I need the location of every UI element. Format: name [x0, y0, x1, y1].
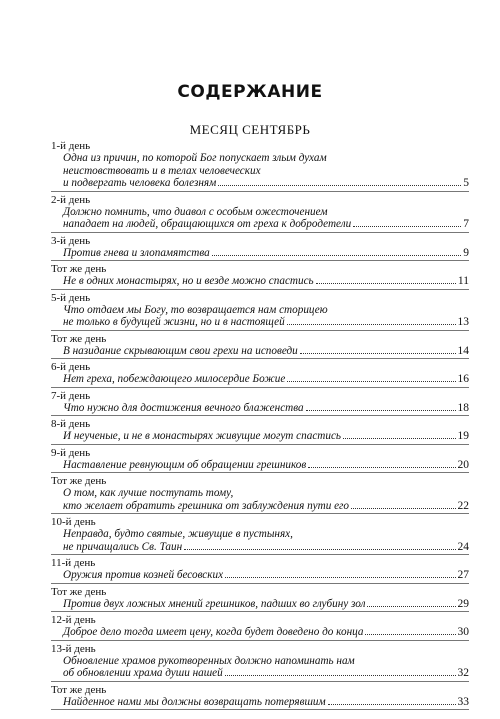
toc-entry-text-line: кто желает обратить грешника от заблуждения пути его: [63, 499, 350, 512]
toc-entry-text: неистовствовать и в телах человеческих: [63, 164, 261, 177]
toc-entry-text-line: И неученые, и не в монастырях живущие могут спастись: [63, 430, 342, 442]
toc-entry[interactable]: [51, 292, 469, 331]
dot-leader: [306, 410, 456, 411]
toc-entry[interactable]: [51, 447, 469, 474]
toc-day-label: Тот же день: [51, 475, 107, 487]
page-number: 5: [463, 177, 469, 189]
toc-day-label: Тот же день: [51, 263, 107, 275]
toc-day-label: 6-й день: [51, 361, 91, 373]
toc-day-label: 3-й день: [51, 234, 91, 247]
toc-entry-text-line: Против гнева и злопамятства: [63, 246, 210, 259]
toc-day-label: 7-й день: [51, 389, 91, 402]
toc-entry-text: [51, 598, 469, 611]
month-heading: МЕСЯЦ СЕНТЯБРЬ: [189, 122, 311, 137]
toc-entry-text: [51, 177, 469, 190]
toc-entry[interactable]: [51, 684, 469, 711]
dot-leader: [225, 675, 456, 676]
toc-day-label: Тот же день: [51, 683, 107, 696]
page-number: 14: [457, 344, 469, 357]
toc-entry-text-line: нападает на людей, обращающихся от греха к добродетели: [63, 218, 352, 230]
toc-entry[interactable]: [51, 263, 469, 290]
toc-entry-text: Неправда, будто святые, живущие в пустынях,: [63, 528, 293, 540]
toc-entry-text-line: Против двух ложных мнений грешников, падших во глубину зол: [63, 597, 366, 610]
dot-leader: [218, 185, 461, 186]
page-number: 33: [457, 695, 469, 708]
page-number: 24: [457, 540, 469, 553]
toc-entry-text: Одна из причин, по которой Бог попускает злым духам: [63, 152, 327, 164]
toc-entry-text: Обновление храмов рукотворенных должно напоминать нам: [63, 654, 355, 667]
dot-leader: [328, 704, 456, 705]
page-number: 18: [457, 401, 469, 414]
toc-entry[interactable]: [51, 475, 469, 514]
toc-entry-text-line: об обновлении храма души нашей: [63, 667, 223, 679]
toc-day-label: 9-й день: [51, 446, 91, 459]
dot-leader: [351, 508, 455, 509]
toc-entry-text-line: не причащались Св. Таин: [63, 540, 183, 553]
toc-day-label: 10-й день: [51, 516, 96, 528]
toc-entry[interactable]: [51, 333, 469, 360]
toc-entry-text: [51, 373, 469, 386]
toc-entry-text: Должно помнить, что диавол с особым ожесточением: [63, 205, 328, 218]
toc-entry-text: [51, 430, 469, 443]
toc-day-label: 5-й день: [51, 291, 91, 304]
dot-leader: [308, 467, 455, 468]
toc-entry[interactable]: [51, 586, 469, 613]
toc-entry-text: [51, 316, 469, 329]
toc-entry[interactable]: [51, 614, 469, 641]
toc-entry[interactable]: [51, 418, 469, 445]
toc-entry-text: [51, 402, 469, 415]
toc-day-label: 13-й день: [51, 642, 96, 655]
toc-day-label: Тот же день: [51, 585, 107, 598]
toc-entry[interactable]: [51, 643, 469, 682]
page-number: 11: [457, 275, 469, 287]
toc-entry-text: [51, 696, 469, 709]
toc-day-label: 12-й день: [51, 614, 96, 626]
dot-leader: [287, 324, 456, 325]
page-number: 30: [457, 626, 469, 638]
page-number: 19: [457, 430, 469, 442]
toc-entry-text: [51, 626, 469, 639]
toc-entry-text: [51, 218, 469, 231]
toc-entry-text-line: Найденное нами мы должны возвращать потерявшим: [63, 695, 326, 708]
toc-entry-text-line: и подвергать человека болезням: [63, 177, 217, 189]
toc-entry-text-line: Наставление ревнующим об обращении грешников: [63, 458, 307, 471]
toc-entry-text: [51, 247, 469, 260]
toc-entry[interactable]: [51, 390, 469, 417]
toc-entry-text-line: В назидание скрывающим свои грехи на исповеди: [63, 344, 298, 357]
toc-entry-text-line: не только в будущей жизни, но и в настоящей: [63, 316, 285, 328]
page-number: 22: [457, 499, 469, 512]
dot-leader: [316, 283, 456, 284]
dot-leader: [353, 226, 461, 227]
toc-entry[interactable]: [51, 516, 469, 555]
dot-leader: [212, 255, 461, 256]
table-of-contents: [51, 140, 469, 712]
toc-entry-text: [51, 569, 469, 582]
toc-entry[interactable]: [51, 361, 469, 388]
toc-entry-text: [51, 345, 469, 358]
toc-entry-text-line: Оружия против козней бесовских: [63, 569, 224, 581]
toc-entry-text-line: Доброе дело тогда имеет цену, когда будет доведено до конца: [63, 626, 364, 638]
toc-entry[interactable]: [51, 235, 469, 262]
dot-leader: [343, 438, 455, 439]
toc-entry-text-line: Нет греха, побеждающего милосердие Божие: [63, 373, 286, 385]
toc-entry-text: [51, 541, 469, 554]
toc-entry-text-line: Не в одних монастырях, но и везде можно спастись: [63, 275, 314, 287]
dot-leader: [287, 381, 455, 382]
toc-entry-text: [51, 667, 469, 680]
toc-entry[interactable]: [51, 140, 469, 192]
toc-day-label: 2-й день: [51, 193, 91, 206]
dot-leader: [365, 634, 455, 635]
toc-entry-text: [51, 275, 469, 288]
toc-entry-text-line: Что нужно для достижения вечного блаженства: [63, 401, 304, 414]
page-number: 29: [457, 597, 469, 610]
toc-entry-text: О том, как лучше поступать тому,: [63, 487, 234, 499]
toc-day-label: 8-й день: [51, 418, 91, 430]
page-number: 7: [463, 218, 469, 230]
page-number: 27: [457, 569, 469, 581]
toc-entry-text: [51, 459, 469, 472]
toc-day-label: 1-й день: [51, 140, 91, 152]
toc-entry[interactable]: [51, 557, 469, 584]
toc-day-label: 11-й день: [51, 557, 96, 569]
dot-leader: [225, 577, 455, 578]
page-number: 20: [457, 458, 469, 471]
toc-day-label: Тот же день: [51, 332, 107, 345]
page-title: СОДЕРЖАНИЕ: [177, 82, 323, 102]
dot-leader: [300, 353, 456, 354]
toc-entry[interactable]: [51, 194, 469, 233]
page-number: 16: [457, 373, 469, 385]
toc-entry-text: [51, 500, 469, 513]
toc-entry-text: Что отдаем мы Богу, то возвращается нам сторицею: [63, 303, 328, 316]
dot-leader: [184, 549, 455, 550]
page-number: 13: [457, 316, 469, 328]
page-number: 32: [457, 667, 469, 679]
dot-leader: [367, 606, 455, 607]
page-number: 9: [463, 246, 469, 259]
